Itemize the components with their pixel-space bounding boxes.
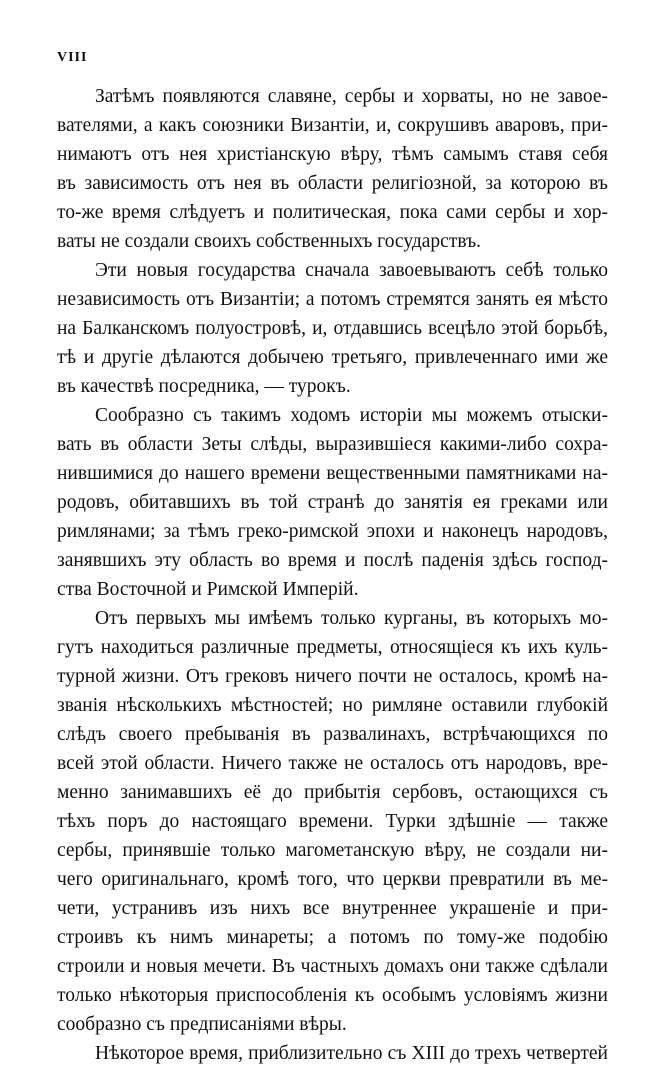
text-line: званія нѣсколькихъ мѣстностей; но римляне оставили глубокій (57, 695, 608, 716)
page-number: VIII (57, 50, 88, 65)
text-line: вателями, а какъ союзники Византіи, и, сокрушивъ аваровъ, при- (57, 115, 608, 136)
paragraph (57, 256, 608, 401)
text-line: то-же время слѣдуетъ и политическая, пока сами сербы и хор- (57, 202, 608, 223)
text-line: чети, устранивъ изъ нихъ все внутреннее украшеніе и при- (57, 898, 608, 919)
paragraph (57, 401, 608, 604)
text-line: сообразно съ предписаніями вѣры. (57, 1014, 347, 1035)
text-line: занявшихъ эту область во время и послѣ паденія здѣсь господ- (57, 550, 608, 571)
paragraph (57, 604, 608, 1039)
text-line: на Балканскомъ полуостровѣ, и, отдавшись всецѣло этой борьбѣ, (57, 318, 608, 339)
text-line: только нѣкоторыя приспособленія къ особымъ условіямъ жизни (57, 985, 608, 1006)
text-line: строили и новыя мечети. Въ частныхъ домахъ они также сдѣлали (57, 956, 608, 977)
text-line: всей этой области. Ничего также не осталось отъ народовъ, вре- (57, 753, 608, 774)
text-line: независимость отъ Византіи; а потомъ стремятся занять ея мѣсто (57, 289, 608, 310)
text-line: въ качествѣ посредника, — турокъ. (57, 376, 351, 397)
text-line: гутъ находиться различные предметы, относящіеся къ ихъ куль- (57, 637, 608, 658)
text-line: Эти новыя государства сначала завоевываютъ себѣ только (95, 260, 608, 281)
body-text (57, 82, 608, 1068)
paragraph (57, 82, 608, 256)
text-line: въ зависимость отъ нея въ области религіозной, за которою въ (57, 173, 608, 194)
text-line: ства Восточной и Римской Имперій. (57, 579, 359, 600)
text-line: турной жизни. Отъ грековъ ничего почти не осталось, кромѣ на- (57, 666, 608, 687)
text-line: нившимися до нашего времени вещественными памятниками на- (57, 463, 608, 484)
text-line: тѣхъ поръ до настоящаго времени. Турки здѣшніе — также (57, 811, 608, 832)
text-line: слѣдъ своего пребыванія въ развалинахъ, встрѣчающихся по (57, 724, 608, 745)
text-line: Нѣкоторое время, приблизительно съ XIII до трехъ четвертей (95, 1043, 608, 1064)
text-line: нимаютъ отъ нея христіанскую вѣру, тѣмъ самымъ ставя себя (57, 144, 608, 165)
paragraph (57, 1039, 608, 1068)
text-line: менно занимавшихъ её до прибытія сербовъ, остающихся съ (57, 782, 608, 803)
text-line: сербы, принявшіе только магометанскую вѣру, не создали ни- (57, 840, 608, 861)
text-line: строивъ къ нимъ минареты; а потомъ по тому-же подобію (57, 927, 608, 948)
text-line: Сообразно съ такимъ ходомъ исторіи мы можемъ отыски- (95, 405, 608, 426)
text-line: ваты не создали своихъ собственныхъ государствъ. (57, 231, 482, 252)
text-line: вать въ области Зеты слѣды, выразившіеся какими-либо сохра- (57, 434, 608, 455)
text-line: Отъ первыхъ мы имѣемъ только курганы, въ которыхъ мо- (95, 608, 608, 629)
text-line: тѣ и другіе дѣлаются добычею третьяго, привлеченнаго ими же (57, 347, 608, 368)
text-line: чего оригинальнаго, кромѣ того, что церкви превратили въ ме- (57, 869, 608, 890)
text-line: Затѣмъ появляются славяне, сербы и хорваты, но не завое- (95, 86, 608, 107)
text-line: римлянами; за тѣмъ греко-римской эпохи и наконецъ народовъ, (57, 521, 608, 542)
text-line: родовъ, обитавшихъ въ той странѣ до занятія ея греками или (57, 492, 608, 513)
